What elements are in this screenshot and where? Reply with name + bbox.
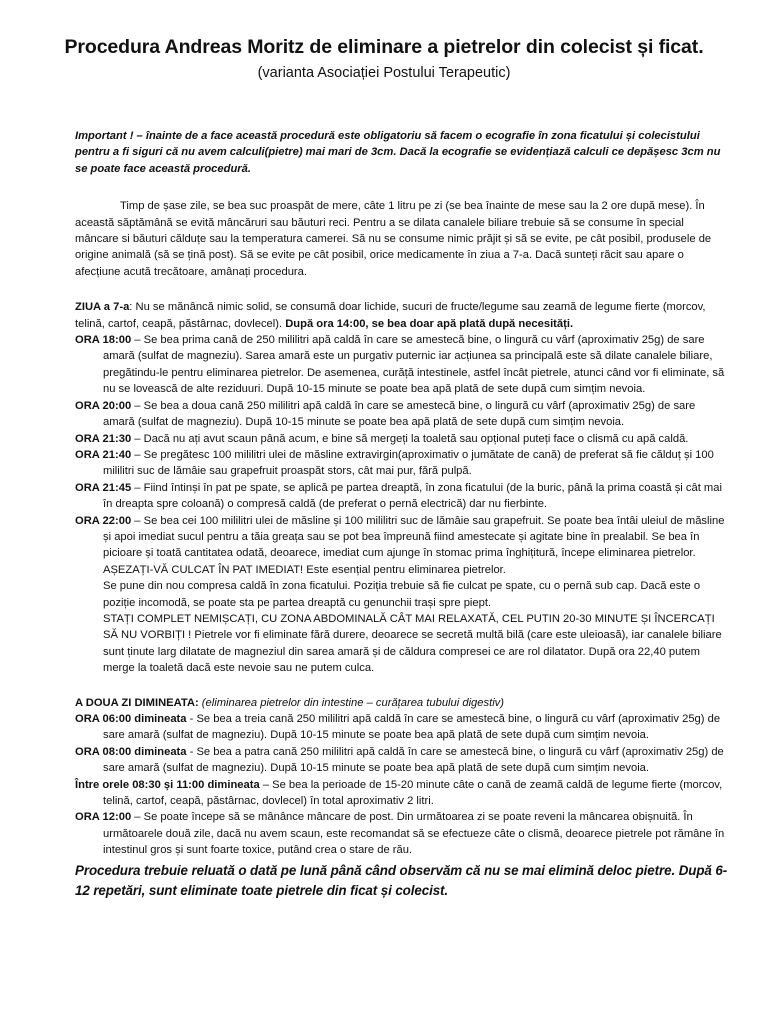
schedule-entry: [75, 744, 728, 777]
day2-label: A DOUA ZI DIMINEATA:: [75, 696, 199, 709]
entry-time-label: ORA 21:30: [75, 432, 132, 445]
instruction-line: AȘEZAȚI-VĂ CULCAT ÎN PAT IMEDIAT! Este esențial pentru eliminarea pietrelor.: [103, 563, 506, 576]
entry-text: - Se bea a patra cană 250 mililitri apă caldă în care se amestecă bine, o lingură cu vârf (aproximativ 25g) de sare amară (sulfat de magneziu). După 10-15 minute se poate bea apă plată de sete după cum simțim nevoia.: [103, 745, 724, 775]
instruction-line: Se pune din nou compresa caldă în zona ficatului. Poziția trebuie să fie culcat pe spate, cu o pernă sub cap. Dacă este o poziție incomodă, se poate sta pe partea dreaptă cu genunchii trași spre piept.: [103, 580, 701, 609]
schedule-entry: [75, 777, 728, 810]
entry-text: – Se bea cei 100 mililitri ulei de măsline și 100 mililitri suc de lămâie sau grapefruit. Se poate bea întâi uleiul de măsline și apoi imediat sucul pentru a tăia greața sau se pot bea împreună fiind amestecate și agitate bine în prealabil. Se bea în picioare și toată cantitatea odată, deoarece, imediat cum ajunge în stomac prima înghițitură, începe eliminarea pietrelor.: [103, 514, 725, 560]
entry-time-label: ORA 06:00 dimineata: [75, 713, 187, 725]
schedule-entry: [75, 480, 728, 513]
day2-heading: [75, 695, 728, 711]
instruction-line: STAȚI COMPLET NEMIȘCAȚI, CU ZONA ABDOMINALĂ CÂT MAI RELAXATĂ, CEL PUTIN 20-30 MINUTE ȘI ÎNCERCAȚI SĂ NU VORBIȚI ! Pietrele vor fi eliminate fără durere, deoarece se secretă multă bilă (care este uleioasă), iar canalele biliare sunt ținute larg dilatate de magneziul din sarea amară și de căldura compresei ce are rol dilatator. După ora 22,40 putem merge la toaletă dacă este nevoie sau ne putem culca.: [103, 612, 722, 675]
entry-text: – Dacă nu ați avut scaun până acum, e bine să mergeți la toaletă sau opțional puteți face o clismă cu apă caldă.: [131, 432, 689, 445]
day7-paragraph: [75, 299, 728, 332]
entry-text: – Fiind întinși în pat pe spate, se aplică pe partea dreaptă, în zona ficatului (de la buric, până la prima coastă și cât mai în dreapta spre coloană) o compresă caldă (de preferat o pernă electrică) dar nu fierbinte.: [103, 481, 722, 511]
schedule-entry: [75, 711, 728, 744]
schedule-entry: [75, 809, 728, 858]
entry-text: – Se pregătesc 100 mililitri ulei de măsline extravirgin(aproximativ o jumătate de cană) de preferat să fie călduț și 100 mililitri suc de lămâie sau grapefruit proaspăt stors, cât mai pur, fără pulpă.: [103, 448, 714, 478]
schedule-entry: [75, 431, 728, 447]
entry-text: – Se bea prima cană de 250 mililitri apă caldă în care se amestecă bine, o lingură cu vârf (aproximativ 25g) de sare amară (sulfat de magneziu). Sarea amară este un purgativ puternic iar acțiunea sa principală este să dilate canalele biliare, pregătindu-le pentru eliminarea pietrelor. De asemenea, curăță intestinele, astfel încât pietrele, atunci când vor fi eliminate, să nu se lovească de alte reziduuri. După 10-15 minute se poate bea apă plată de sete după cum simțim nevoia.: [103, 334, 725, 396]
entry-time-label: ORA 21:40: [75, 448, 132, 461]
entry-time-label: Între orele 08:30 și 11:00 dimineata: [75, 778, 260, 791]
entry-text: – Se poate începe să se mânânce mâncare de post. Din următoarea zi se poate reveni la mâncarea obișnuită. În următoarele două zile, dacă nu avem scaun, este recomandat să se efectueze câte o clismă, deoarece pietrele pot rămâne în intestinul gros și sunt foarte toxice, putând crea o stare de rău.: [103, 811, 725, 857]
entry-text: - Se bea a treia cană 250 mililitri apă caldă în care se amestecă bine, o lingură cu vârf (aproximativ 25g) de sare amară (sulfat de magneziu). După 10-15 minute se poate bea apă plată de sete după cum simțim nevoia.: [103, 713, 721, 742]
entry-text: – Se bea la perioade de 15-20 minute câte o cană de zeamă caldă de legume fierte (morcov, telină, cartof, ceapă, păstârnac, dovlecel) în total aproximativ 2 litri.: [103, 778, 723, 808]
schedule-entry: [75, 332, 728, 398]
final-note: Procedura trebuie reluată o dată pe lună până când observăm că nu se mai elimină deloc pietre. După 6-12 repetări, sunt eliminate toate pietrele din ficat și colecist.: [75, 862, 728, 898]
schedule-entry: [75, 447, 728, 480]
document-title: Procedura Andreas Moritz de eliminare a pietrelor din colecist și ficat.: [64, 36, 704, 58]
entry-time-label: ORA 22:00: [75, 514, 132, 527]
entry-time-label: ORA 08:00 dimineata: [75, 745, 187, 758]
schedule-entry: [75, 398, 728, 431]
day7-label: ZIUA a 7-a: [75, 301, 130, 314]
document-body: [75, 128, 728, 901]
entry-time-label: ORA 12:00: [75, 811, 132, 824]
day2-subtitle: (eliminarea pietrelor din intestine – curățarea tubului digestiv): [198, 696, 505, 709]
schedule-entry: [75, 513, 728, 562]
entry-time-label: ORA 21:45: [75, 481, 132, 494]
entry-time-label: ORA 20:00: [75, 399, 132, 412]
document-subtitle: (varianta Asociației Postului Terapeutic): [257, 65, 511, 81]
important-note: Important ! – înainte de a face această procedură este obligatoriu să facem o ecografie în zona ficatului și colecistului pentru a fi siguri că nu avem calculi(pietre) mai mari de 3cm. Dacă la ecografie se evidențiază calculi ce depășesc 3cm nu se poate face această procedură.: [75, 130, 721, 175]
intro-paragraph: Timp de șase zile, se bea suc proaspăt de mere, câte 1 litru pe zi (se bea înainte de mese sau la 2 ore după mese). În această săptămână se evită mâncăruri sau băuturi reci. Pentru a se dilata canalele biliare trebuie să se consume în special mâncare si băuturi călduțe sau la temperatura camerei. Să nu se consume nimic prăjit și să se evite, pe cât posibil, produsele de origine animală (să se țină post). Să se evite pe cât posibil, orice medicamente în ziua a 7-a. Dacă sunteți răcit sau apare o afecțiune acută trecătoare, amânați procedura.: [75, 200, 712, 278]
entry-time-label: ORA 18:00: [75, 334, 132, 347]
day7-bold-text: După ora 14:00, se bea doar apă plată după necesități.: [285, 317, 574, 330]
entry-text: – Se bea a doua cană 250 mililitri apă caldă în care se amestecă bine, o lingură cu vârf (aproximativ 25g) de sare amară (sulfat de magneziu). După 10-15 minute se poate bea apă plată de sete după cum simțim nevoia.: [103, 399, 696, 429]
day7-text: : Nu se mănâncă nimic solid, se consumă doar lichide, sucuri de fructe/legume sau zeamă de legume fierte (morcov, telină, cartof, ceapă, păstârnac, dovlecel).: [75, 301, 706, 330]
